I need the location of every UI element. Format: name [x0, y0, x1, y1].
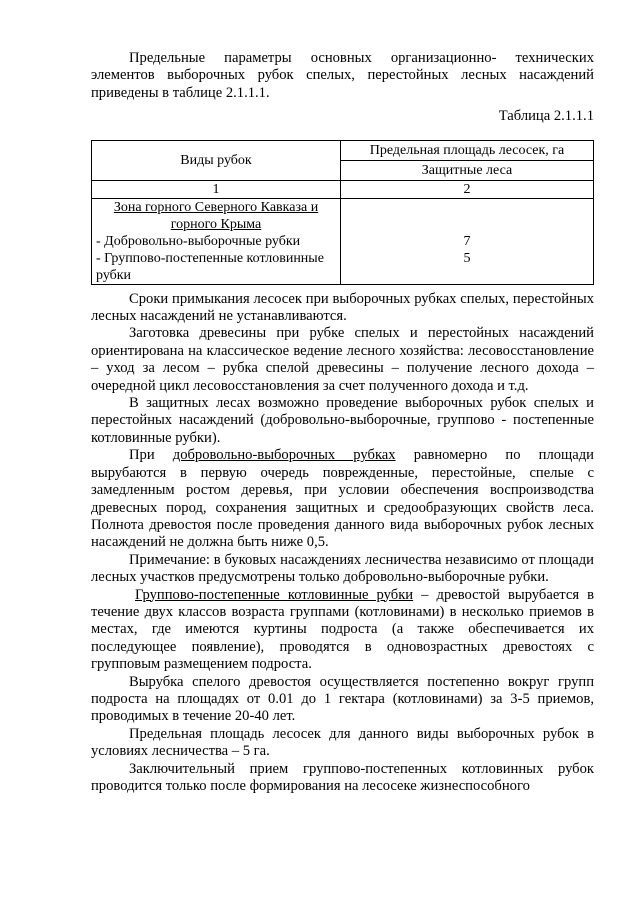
column-number-2: 2	[341, 180, 594, 198]
header-max-area: Предельная площадь лесосек, га	[341, 140, 594, 160]
paragraph-harvesting: Заготовка древесины при рубке спелых и перестойных насаждений ориентирована на классическое ведение лесного хозяйства: лесовосстановление – уход за лесом – рубка спелой древесины – получение лесного дохода – очередной цикл лесовосстановления за счет полученного дохода и т.д.	[91, 325, 594, 394]
paragraph-note: Примечание: в буковых насаждениях лесничества независимо от площади лесных участков предусмотрены только добровольно-выборочные рубки.	[91, 551, 594, 586]
table-caption: Таблица 2.1.1.1	[498, 108, 594, 125]
paragraph-felling-schedule: Вырубка спелого древостоя осуществляется постепенно вокруг групп подроста на площадях от 0.01 до 1 гектара (котловинами) за 3-5 приемов, проводимых в течение 20-40 лет.	[91, 673, 594, 725]
p6-rest: – древостой вырубается в течение двух классов возраста группами (котловинами) в несколько приемов в местах, где имеются куртины подроста (а также обеспечивается их последующее появление), проводятся в одновозрастных древостоях с групповым размещением подроста.	[91, 586, 594, 673]
header-protective-forests: Защитные леса	[341, 160, 594, 180]
row-group-gradual-label: - Группово-постепенные котловинные рубки	[96, 250, 324, 283]
column-number-1: 1	[92, 180, 341, 198]
p4-prefix: При	[129, 447, 173, 464]
paragraph-voluntary-selective	[91, 447, 594, 551]
paragraph-adjacency: Сроки примыкания лесосек при выборочных рубках спелых, перестойных лесных насаждений не устанавливаются.	[91, 290, 594, 325]
p4-underlined-term: добровольно-выборочных рубках	[172, 447, 396, 464]
intro-paragraph: Предельные параметры основных организационно- технических элементов выборочных рубок спелых, перестойных лесных насаждений приведены в таблице 2.1.1.1.	[91, 50, 594, 101]
row-voluntary-selective-value: 7	[463, 233, 471, 249]
p4-rest: равномерно по площади вырубаются в первую очередь поврежденные, перестойные, спелые с замедленным ростом деревья, при условии обеспечения воспроизводства древесных пород, сохранения защитных и средообразующих свойств леса. Полнота древостоя после проведения данного вида выборочных рубок лесных насаждений не должна быть ниже 0,5.	[91, 447, 594, 551]
table-values-cell	[341, 198, 594, 284]
paragraph-max-area: Предельная площадь лесосек для данного виды выборочных рубок в условиях лесничества – 5 га.	[91, 725, 594, 760]
limits-table	[91, 140, 594, 285]
header-cutting-types: Виды рубок	[92, 140, 341, 180]
zone-heading: Зона горного Северного Кавказа и горного Крыма	[113, 199, 319, 232]
paragraph-group-gradual	[91, 587, 594, 674]
paragraph-final-stage: Заключительный прием группово-постепенных котловинных рубок проводится только после формирования на лесосеке жизнеспособного	[91, 760, 594, 794]
row-voluntary-selective-label: - Добровольно-выборочные рубки	[96, 233, 301, 249]
p6-underlined-term: Группово-постепенные котловинные рубки	[135, 586, 414, 603]
paragraph-protective-forests: В защитных лесах возможно проведение выборочных рубок спелых и перестойных насаждений (добровольно-выборочные, группово - постепенные котловинные рубки).	[91, 395, 594, 446]
table-body-cell	[92, 198, 341, 284]
document-page	[91, 50, 594, 795]
row-group-gradual-value: 5	[463, 250, 471, 266]
